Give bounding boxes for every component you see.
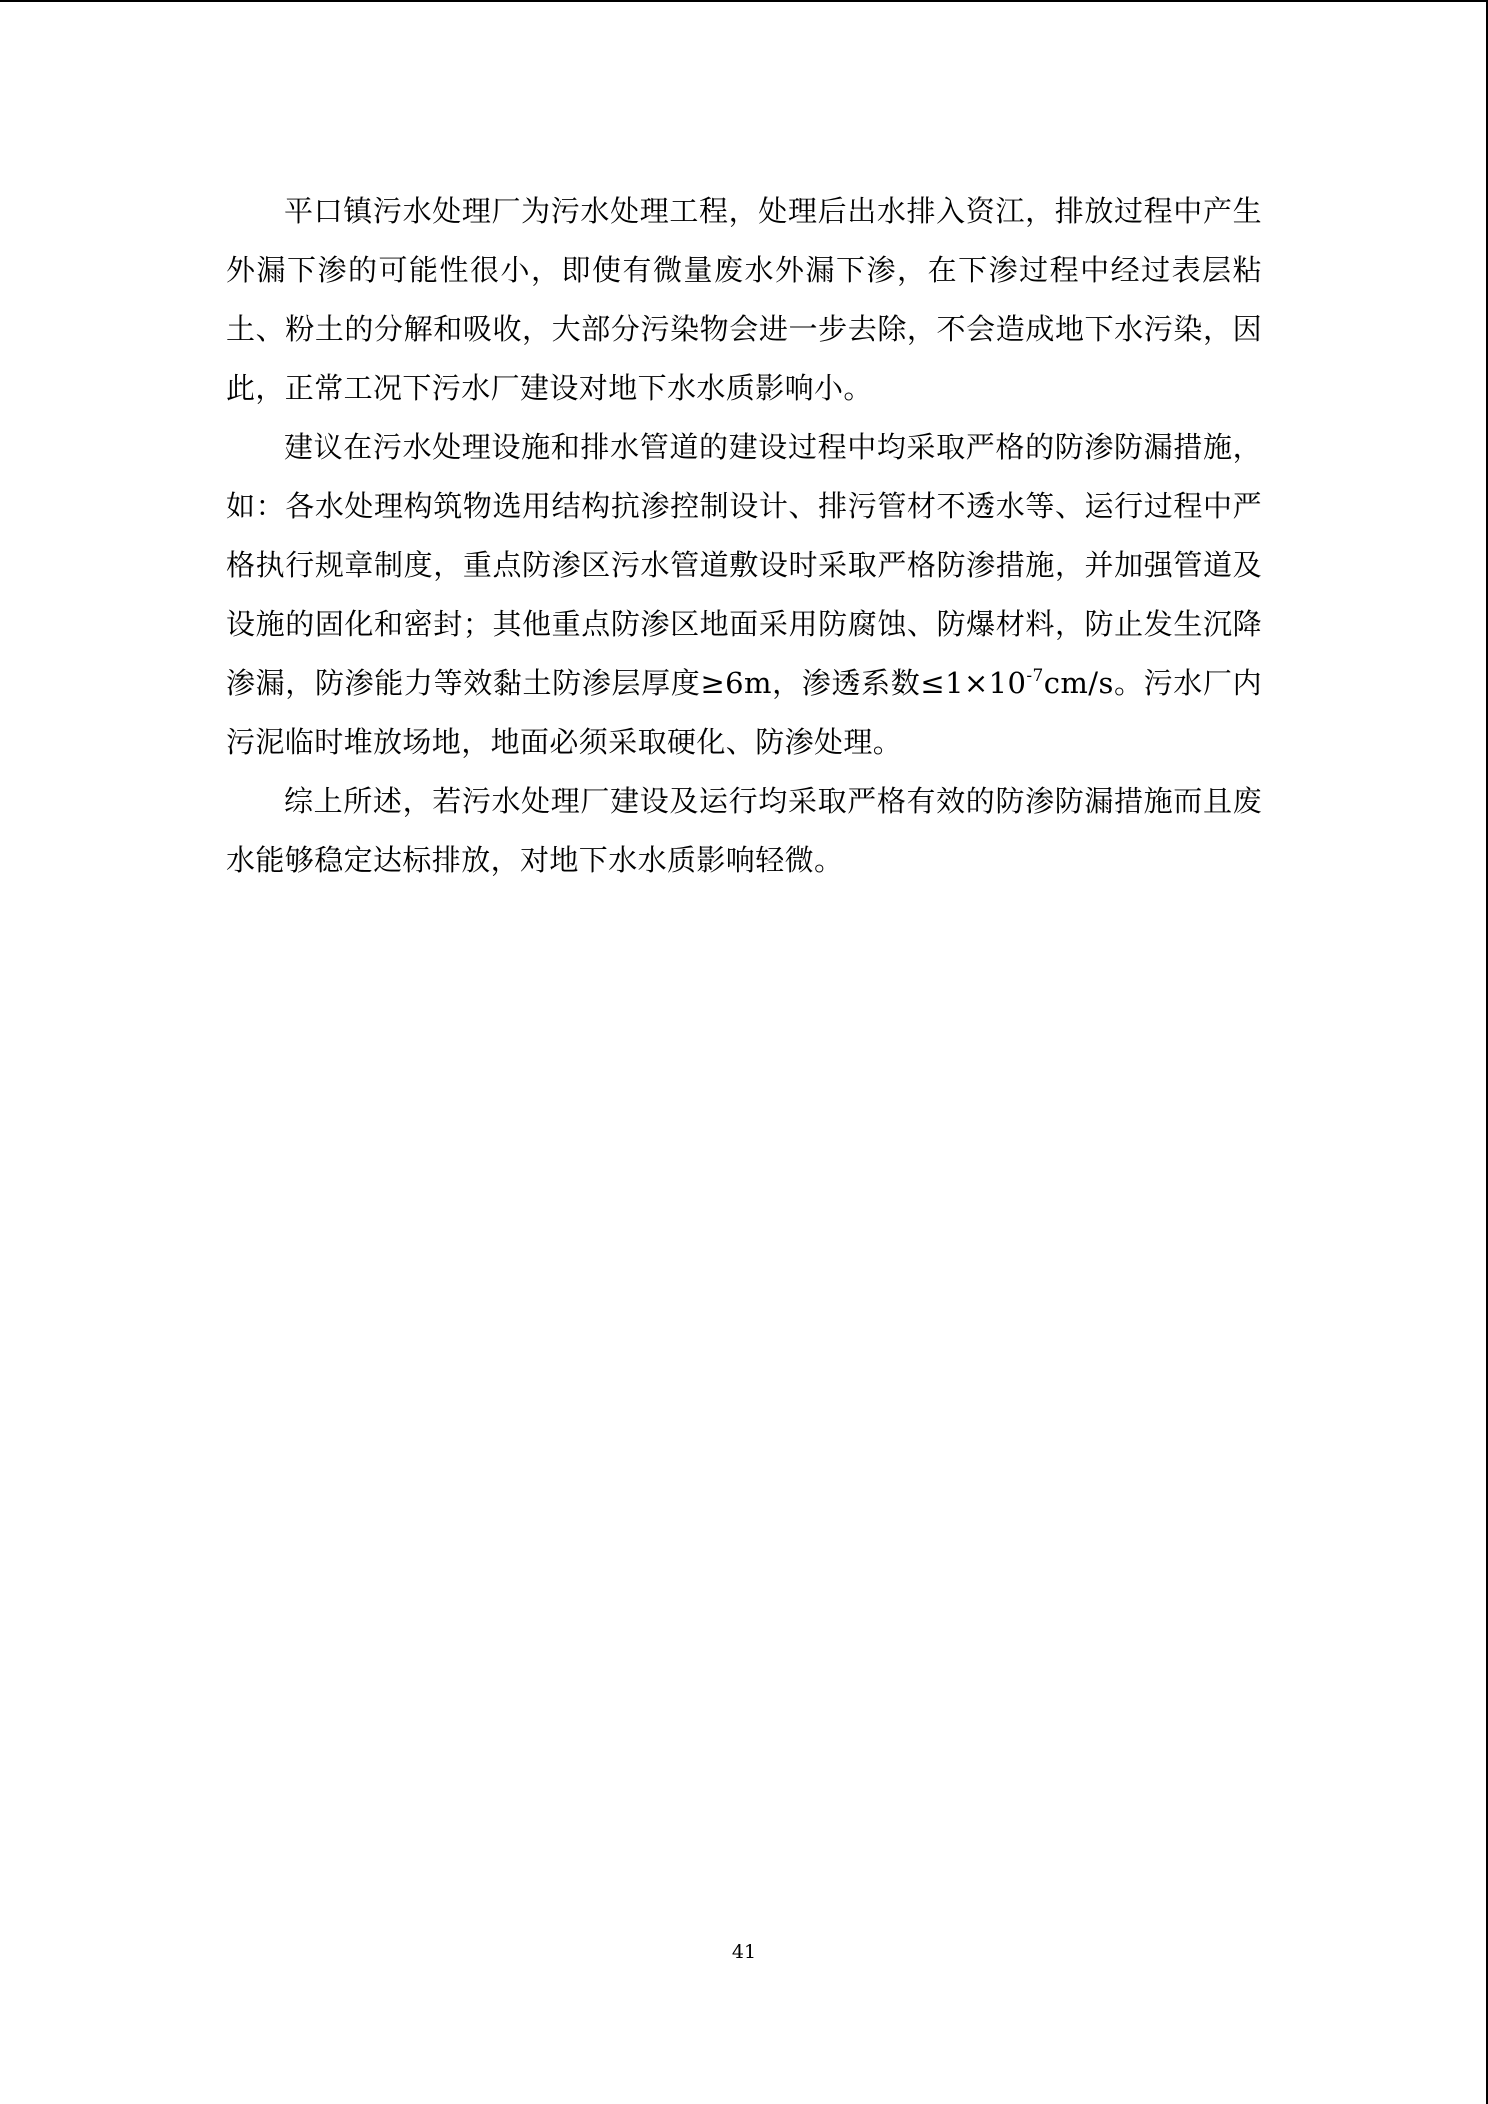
paragraph-prevention-measures	[226, 418, 1262, 772]
page-number: 41	[731, 1941, 757, 1963]
paragraph-conclusion	[226, 772, 1262, 890]
paragraph-leakage-assessment-text: 平口镇污水处理厂为污水处理工程，处理后出水排入资江，排放过程中产生外漏下渗的可能性很小，即使有微量废水外漏下渗，在下渗过程中经过表层粘土、粉土的分解和吸收，大部分污染物会进一步去除，不会造成地下水污染，因此，正常工况下污水厂建设对地下水水质影响小。	[226, 194, 1262, 405]
exponent-superscript: -7	[1026, 666, 1044, 686]
document-body	[226, 182, 1262, 890]
paragraph-conclusion-text: 综上所述，若污水处理厂建设及运行均采取严格有效的防渗防漏措施而且废水能够稳定达标排放，对地下水水质影响轻微。	[226, 784, 1262, 877]
paragraph-leakage-assessment	[226, 182, 1262, 418]
paragraph-prevention-measures-text-end: cm/s。污水厂内污泥临时堆放场地，地面必须采取硬化、防渗处理。	[226, 666, 1262, 759]
paragraph-prevention-measures-text-start: 建议在污水处理设施和排水管道的建设过程中均采取严格的防渗防漏措施，如：各水处理构筑物选用结构抗渗控制设计、排污管材不透水等、运行过程中严格执行规章制度，重点防渗区污水管道敷设时采取严格防渗措施，并加强管道及设施的固化和密封；其他重点防渗区地面采用防腐蚀、防爆材料，防止发生沉降渗漏，防渗能力等效黏土防渗层厚度≥6m，渗透系数≤1×10	[226, 430, 1262, 700]
